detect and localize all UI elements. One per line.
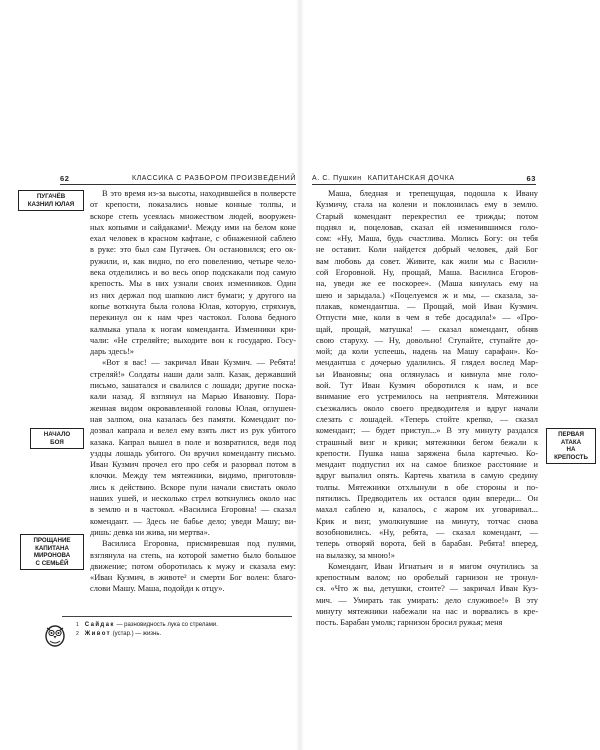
text-line: плакав, комендантша. — Прощай, мой Иван Кузмич. (316, 301, 538, 311)
text-line: теперь отворяй ворота, бей в барабан. Ребята! вперед, (316, 539, 538, 549)
text-line: свою старуху. — Ну, довольно! Ступайте, ступайте до- (316, 335, 538, 345)
text-line: Отпусти мне, коли в чем я тебе досадила!» — «Про- (316, 313, 538, 323)
text-line: сом: «Ну, Маша, будь счастлива. Молись Богу: он тебя (316, 234, 538, 244)
text-line: века отделились и во весь опор подскакали под самую (90, 268, 296, 278)
text-line: от крепости, показались новые конные толпы, и (90, 200, 296, 210)
text-line: вдруг выпалил опять. Картечь хватила в самую средину (316, 471, 538, 481)
text-line: дарь здесь!» (90, 347, 134, 357)
text-line: ных копьями и сайдаками¹. Между ими на белом коне (90, 222, 296, 232)
right-page (300, 0, 600, 750)
text-line: щай, прощай, матушка! — сказал комендант, обняв (316, 324, 538, 334)
text-line: В это время из-за высоты, находившейся в полверсте (102, 189, 296, 198)
left-page-number: 62 (60, 173, 70, 183)
right-author: А. С. Пушкин (312, 174, 362, 182)
text-line: в руке: это был сам Пугачев. Он остановился; его ок- (90, 245, 296, 255)
side-label-farewell: ПРОЩАНИЕ КАПИТАНА МИРОНОВА С СЕМЬЁЙ (20, 534, 84, 570)
text-line: Маша, бледная и трепещущая, подошла к Ивану (328, 189, 538, 198)
text-line: ся. «Что ж вы, детушки, стоите? — закричал Иван Куз- (316, 584, 538, 594)
text-line: кали назад. Я взглянул на Марью Ивановну. Пора- (90, 392, 296, 402)
text-line: калмыка упала к ногам коменданта. Изменники кри- (90, 324, 296, 334)
text-line: чали: «Не стреляйте; выходите вон к государю. Госу- (90, 335, 296, 345)
text-line: дишь: девка ни жива, ни мертва». (90, 527, 210, 537)
right-page-number: 63 (526, 173, 536, 183)
text-line: сой Егоровной. Ну, прощай, Маша. Василиса Егоров- (316, 268, 538, 278)
text-line: мендантша с дочерью удалились. Я глядел вослед Мар- (316, 358, 538, 368)
left-running-header (60, 172, 296, 185)
text-line: дозвал капрала и велел ему взять лист из рук убитого (90, 426, 296, 436)
text-line: наших ушей, и несколько стрел воткнулись около нас (90, 494, 296, 504)
text-line: «Вот я вас! — закричал Иван Кузмич. — Ребята! (102, 358, 296, 368)
side-label-battle-start: НАЧАЛО БОЯ (30, 428, 84, 449)
text-line: комендант. — Здесь не бабье дело; уведи Машу; ви- (90, 516, 296, 526)
left-running-head: КЛАССИКА С РАЗБОРОМ ПРОИЗВЕДЕНИЙ (131, 174, 296, 182)
text-line: не оставит. Коли найдется добрый человек, дай Бог (316, 245, 538, 255)
text-line: Комендант, Иван Игнатьич и я мигом очутились за (328, 561, 538, 571)
text-line: на, уведи же ее поскорее». (Маша кинулась ему на (316, 279, 538, 289)
text-line: Крик и визг, умолкнувшие на минуту, тотчас снова (316, 516, 538, 526)
right-title: КАПИТАНСКАЯ ДОЧКА (367, 174, 455, 182)
text-line: Василиса Егоровна, присмиревшая под пулями, (102, 539, 296, 549)
side-label-pugachev: ПУГАЧЁВ КАЗНИЛ ЮЛАЯ (18, 190, 84, 211)
text-line: крепость. Мы в них узнали своих изменников. Один (90, 279, 296, 289)
text-line: ная залпом, она казалась без памяти. Комендант по- (90, 414, 296, 424)
text-line: мой; да коли успеешь, надень на Машу сарафан». Ко- (316, 347, 538, 357)
footnote-2: 2 Живот (устар.) — жизнь. (76, 631, 162, 637)
text-line: письмо, зашатался и свалился с лошади; другие поска- (90, 381, 296, 391)
text-line: уздцы лошадь убитого. Он вручил коменданту письмо. (90, 448, 296, 458)
text-line: клочки. Между тем мятежники, видимо, приготовля- (90, 471, 296, 481)
text-line: на вылазку, за мною!» (316, 550, 395, 560)
text-line: в землю и в частокол. «Василиса Егоровна! — сказал (90, 505, 296, 515)
text-line: ьи Ивановны; она оглянулась и кивнула мне голо- (316, 369, 538, 379)
text-line: Старый комендант перекрестил ее трижды; потом (316, 211, 538, 221)
text-line: ружили, и, как видно, по его повелению, четыре чело- (90, 256, 296, 266)
text-line: мич. — Умирать так умирать: дело служивое!» В эту (316, 595, 538, 605)
text-line: движение; потом оборотилась к мужу и сказала ему: (90, 561, 296, 571)
text-line: вой. Тут Иван Кузмич оборотился к нам, и все (316, 381, 538, 391)
text-line: перекинул он к нам чрез частокол. Голова бедного (90, 313, 296, 323)
text-line: Иван Кузмич прочел его про себя и разорвал потом в (90, 460, 296, 470)
text-line: крепостным валом; но оробелый гарнизон не тронул- (316, 573, 538, 583)
text-line: слови Машу. Маша, подойди к отцу». (90, 584, 225, 594)
text-line: слезать с лошадей. «Теперь стойте крепко, — сказал (316, 414, 538, 424)
text-line: пость. Барабан умолк; гарнизон бросил ружья; меня (316, 618, 503, 628)
text-line: пятились. Предводитель их остался один впереди... Он (316, 494, 538, 504)
side-label-first-attack: ПЕРВАЯ АТАКА НА КРЕПОСТЬ (546, 428, 596, 464)
left-body-text (90, 188, 296, 595)
text-line: вам любовь да совет. Живите, как жили мы с Васили- (316, 256, 538, 266)
text-line: возобновились. «Ну, ребята, — сказал комендант, — (316, 527, 538, 537)
text-line: страшный визг и крики; мятежники бегом бежали к (316, 437, 538, 447)
footnote-1: 1 Сайдак — разновидность лука со стрелами. (76, 622, 218, 628)
right-running-header (312, 172, 536, 185)
text-line: внимание его устремилось на неприятеля. Мятежники (316, 392, 538, 402)
text-line: ехал человек в красном кафтане, с обнаженной саблею (90, 234, 296, 244)
text-line: мендант подпустил их на самое близкое расстояние и (316, 460, 538, 470)
text-line: крепости. Пушка наша заряжена была картечью. Ко- (316, 448, 538, 458)
text-line: поднял и, поцеловав, сказал ей изменившимся голо- (316, 222, 538, 232)
text-line: вскоре степь усеялась множеством людей, вооружен- (90, 211, 296, 221)
text-line: комендант; — будет приступ...» В эту минуту раздался (316, 426, 538, 436)
text-line: лись к действию. Вскоре пули начали свистать около (90, 482, 296, 492)
footnotes (62, 616, 292, 639)
text-line: копье воткнута была голова Юлая, которую, стряхнув, (90, 301, 296, 311)
right-body-text (316, 188, 538, 629)
text-line: взглянула на степь, на которой заметно было большое (90, 550, 296, 560)
text-line: казака. Капрал вышел в поле и возвратился, ведя под (90, 437, 296, 447)
text-line: махал саблею и, казалось, с жаром их уговаривал... (316, 505, 538, 515)
text-line: «Иван Кузмич, в животе² и смерти Бог волен: благо- (90, 573, 296, 583)
text-line: съезжались около своего предводителя и вдруг начали (316, 403, 538, 413)
text-line: из них держал под шапкою лист бумаги; у другого на (90, 290, 296, 300)
text-line: шею и зарыдала.) «Поцелуемся ж и мы, — сказала, за- (316, 290, 538, 300)
text-line: минуту мятежники набежали на нас и ворвались в кре- (316, 606, 538, 616)
text-line: стреляй!» Солдаты наши дали залп. Казак, державший (90, 369, 296, 379)
text-line: Кузмичу, стала на колени и поклонилась ему в землю. (316, 200, 538, 210)
text-line: толпы. Мятежники отхлынули в обе стороны и по- (316, 482, 538, 492)
text-line: женная видом окровавленной головы Юлая, оглушен- (90, 403, 296, 413)
